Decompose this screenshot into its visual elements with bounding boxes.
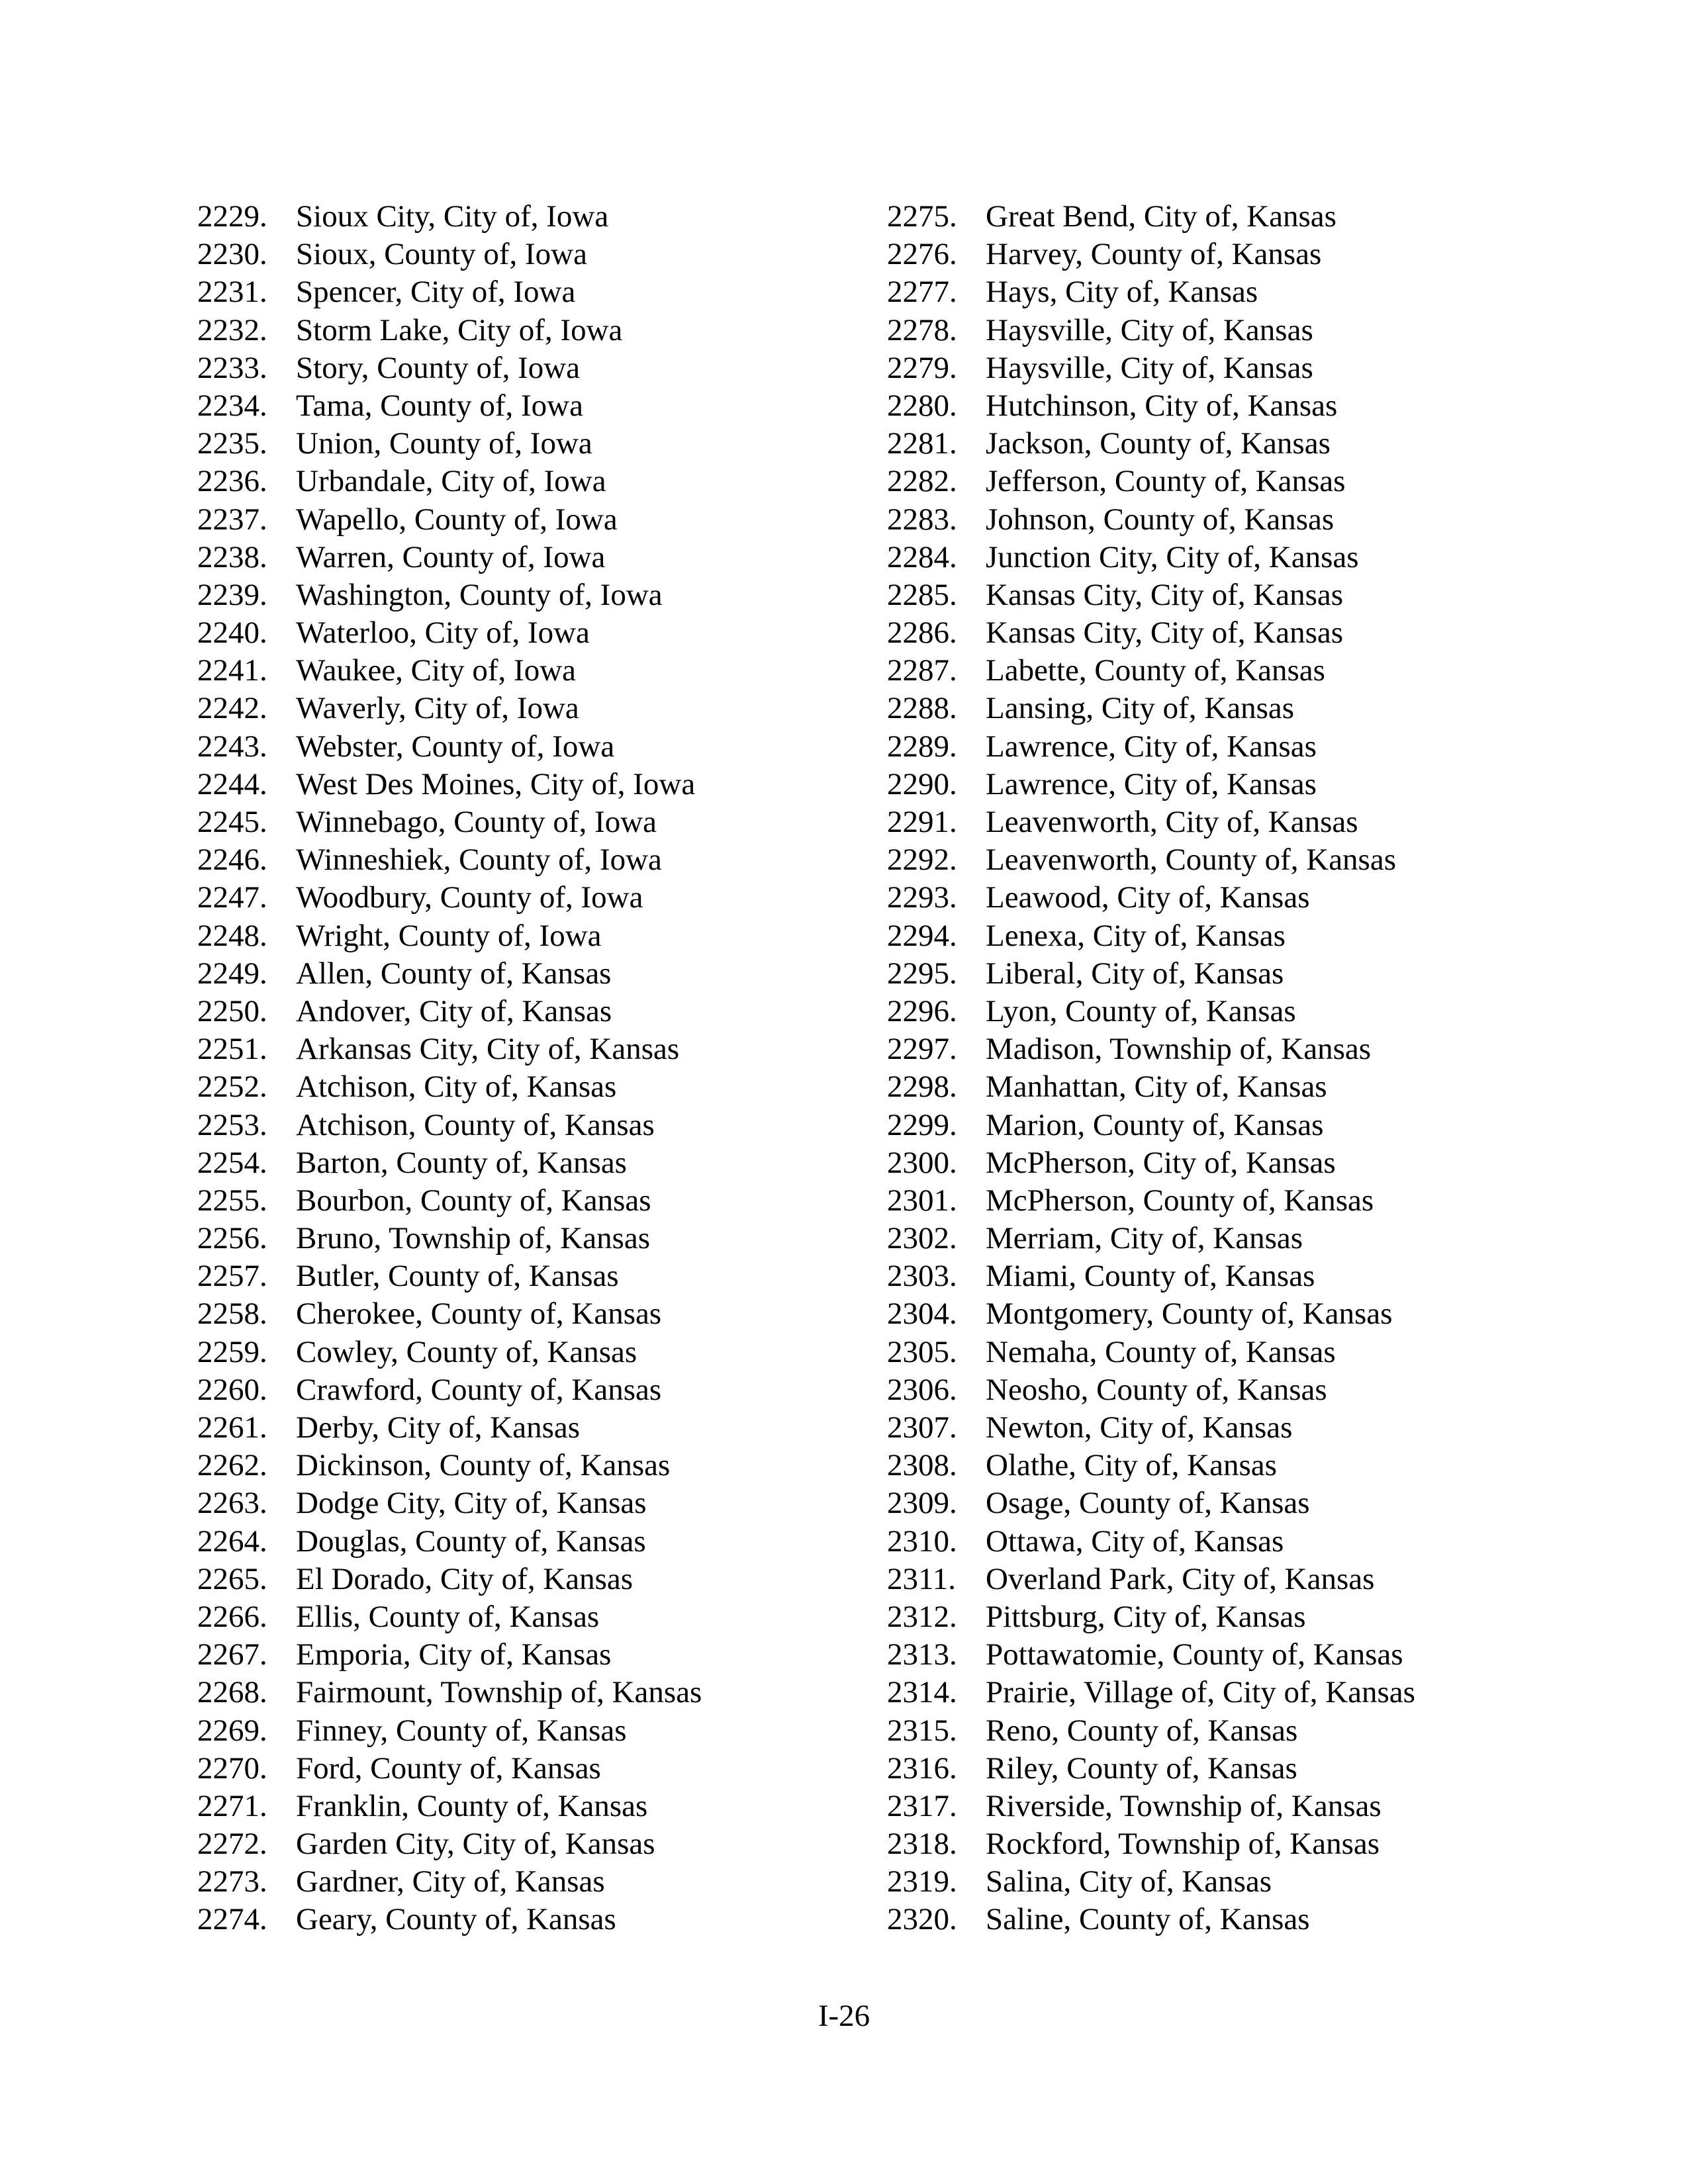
entry-name: Atchison, City of, Kansas	[296, 1069, 617, 1105]
entry-name: McPherson, City of, Kansas	[986, 1145, 1336, 1180]
entry-number: 2270.	[197, 1751, 267, 1786]
list-item	[887, 766, 1549, 803]
list-item	[887, 1144, 1549, 1182]
entry-number: 2298.	[887, 1069, 957, 1105]
list-item	[887, 917, 1549, 955]
entry-number: 2282.	[887, 464, 957, 499]
entry-number: 2252.	[197, 1069, 267, 1105]
entry-name: Newton, City of, Kansas	[986, 1410, 1293, 1445]
list-item	[197, 652, 859, 690]
entry-name: Hays, City of, Kansas	[986, 275, 1258, 310]
entry-number: 2267.	[197, 1637, 267, 1672]
list-item	[197, 349, 859, 387]
entry-name: Webster, County of, Iowa	[296, 729, 615, 764]
list-item	[197, 576, 859, 614]
entry-number: 2239.	[197, 577, 267, 612]
entry-number: 2309.	[887, 1486, 957, 1521]
list-item	[887, 1561, 1549, 1598]
entry-name: Pittsburg, City of, Kansas	[986, 1599, 1306, 1634]
list-item	[887, 1598, 1549, 1636]
entry-name: Cowley, County of, Kansas	[296, 1334, 637, 1369]
entry-number: 2281.	[887, 426, 957, 461]
list-item	[887, 1636, 1549, 1674]
list-item	[887, 198, 1549, 236]
entry-name: Hutchinson, City of, Kansas	[986, 388, 1338, 423]
entry-name: McPherson, County of, Kansas	[986, 1183, 1374, 1218]
list-item	[887, 1825, 1549, 1863]
list-item	[197, 728, 859, 766]
entry-name: Liberal, City of, Kansas	[986, 956, 1284, 991]
list-item	[887, 1334, 1549, 1371]
entry-name: Waverly, City of, Iowa	[296, 691, 579, 726]
entry-number: 2302.	[887, 1221, 957, 1256]
entry-number: 2293.	[887, 880, 957, 915]
entry-name: Winnebago, County of, Iowa	[296, 805, 657, 839]
list-item	[197, 1598, 859, 1636]
entry-name: Pottawatomie, County of, Kansas	[986, 1637, 1403, 1672]
entry-name: Kansas City, City of, Kansas	[986, 615, 1344, 651]
entry-name: Douglas, County of, Kansas	[296, 1524, 646, 1559]
entry-number: 2232.	[197, 312, 267, 347]
entry-name: Ottawa, City of, Kansas	[986, 1524, 1284, 1559]
list-item	[197, 955, 859, 993]
list-item	[197, 879, 859, 917]
entry-number: 2285.	[887, 577, 957, 612]
entry-name: Junction City, City of, Kansas	[986, 539, 1359, 574]
entry-number: 2296.	[887, 993, 957, 1028]
entry-number: 2277.	[887, 275, 957, 310]
entry-name: Reno, County of, Kansas	[986, 1713, 1298, 1748]
list-item	[887, 1257, 1549, 1295]
entry-name: Spencer, City of, Iowa	[296, 275, 576, 310]
entry-name: Lawrence, City of, Kansas	[986, 766, 1317, 801]
entry-name: Wapello, County of, Iowa	[296, 502, 618, 537]
entry-name: Olathe, City of, Kansas	[986, 1448, 1277, 1483]
entry-name: Story, County of, Iowa	[296, 350, 581, 385]
entry-number: 2276.	[887, 237, 957, 272]
entry-number: 2246.	[197, 842, 267, 878]
entry-name: Sioux City, City of, Iowa	[296, 199, 609, 234]
entry-number: 2317.	[887, 1788, 957, 1823]
entry-number: 2262.	[197, 1448, 267, 1483]
entry-number: 2289.	[887, 729, 957, 764]
entry-number: 2235.	[197, 426, 267, 461]
entry-number: 2314.	[887, 1675, 957, 1710]
entry-name: Lenexa, City of, Kansas	[986, 918, 1286, 953]
entry-number: 2240.	[197, 615, 267, 651]
entry-number: 2292.	[887, 842, 957, 878]
entry-name: Andover, City of, Kansas	[296, 993, 612, 1028]
entry-name: Woodbury, County of, Iowa	[296, 880, 643, 915]
entry-number: 2295.	[887, 956, 957, 991]
list-item	[887, 1030, 1549, 1068]
list-item	[887, 539, 1549, 576]
list-item	[197, 236, 859, 273]
entry-number: 2248.	[197, 918, 267, 953]
entry-number: 2307.	[887, 1410, 957, 1445]
entry-number: 2268.	[197, 1675, 267, 1710]
entry-number: 2286.	[887, 615, 957, 651]
entry-number: 2305.	[887, 1334, 957, 1369]
entry-name: Winneshiek, County of, Iowa	[296, 842, 662, 878]
list-item	[887, 1068, 1549, 1106]
entry-name: Franklin, County of, Kansas	[296, 1788, 648, 1823]
entry-number: 2303.	[887, 1259, 957, 1294]
list-item	[197, 1068, 859, 1106]
entry-name: El Dorado, City of, Kansas	[296, 1561, 633, 1596]
entry-name: Madison, Township of, Kansas	[986, 1032, 1372, 1067]
list-item	[197, 993, 859, 1030]
list-item	[197, 614, 859, 652]
entry-number: 2283.	[887, 502, 957, 537]
list-item	[887, 879, 1549, 917]
entry-name: Crawford, County of, Kansas	[296, 1372, 662, 1407]
list-item	[197, 501, 859, 539]
entry-number: 2236.	[197, 464, 267, 499]
entry-number: 2234.	[197, 388, 267, 423]
list-item	[197, 463, 859, 500]
entry-number: 2264.	[197, 1524, 267, 1559]
entry-name: Garden City, City of, Kansas	[296, 1827, 655, 1862]
entry-number: 2271.	[197, 1788, 267, 1823]
list-item	[887, 501, 1549, 539]
entry-name: Bruno, Township of, Kansas	[296, 1221, 651, 1256]
entry-name: Lawrence, City of, Kansas	[986, 729, 1317, 764]
entry-number: 2242.	[197, 691, 267, 726]
entry-number: 2245.	[197, 805, 267, 839]
list-item	[197, 841, 859, 879]
entry-name: Marion, County of, Kansas	[986, 1107, 1324, 1142]
entry-number: 2284.	[887, 539, 957, 574]
entry-number: 2255.	[197, 1183, 267, 1218]
entry-number: 2272.	[197, 1827, 267, 1862]
entry-number: 2251.	[197, 1032, 267, 1067]
entry-name: Nemaha, County of, Kansas	[986, 1334, 1336, 1369]
entry-number: 2297.	[887, 1032, 957, 1067]
entry-number: 2278.	[887, 312, 957, 347]
entry-name: Warren, County of, Iowa	[296, 539, 606, 574]
entry-name: Urbandale, City of, Iowa	[296, 464, 606, 499]
entry-name: Ford, County of, Kansas	[296, 1751, 601, 1786]
entry-name: Cherokee, County of, Kansas	[296, 1297, 662, 1332]
list-item	[197, 1295, 859, 1333]
list-item	[887, 690, 1549, 727]
entry-name: Harvey, County of, Kansas	[986, 237, 1322, 272]
list-item	[887, 1523, 1549, 1561]
entry-number: 2244.	[197, 766, 267, 801]
entry-number: 2287.	[887, 653, 957, 688]
entry-name: Manhattan, City of, Kansas	[986, 1069, 1327, 1105]
list-item	[887, 1484, 1549, 1522]
entry-number: 2238.	[197, 539, 267, 574]
entry-number: 2288.	[887, 691, 957, 726]
entry-name: Ellis, County of, Kansas	[296, 1599, 600, 1634]
entry-name: Labette, County of, Kansas	[986, 653, 1325, 688]
entry-name: Fairmount, Township of, Kansas	[296, 1675, 702, 1710]
entry-name: Dickinson, County of, Kansas	[296, 1448, 671, 1483]
list-item	[887, 236, 1549, 273]
list-item	[197, 1257, 859, 1295]
entry-name: Wright, County of, Iowa	[296, 918, 602, 953]
entry-name: Butler, County of, Kansas	[296, 1259, 619, 1294]
list-item	[887, 993, 1549, 1030]
entry-number: 2319.	[887, 1864, 957, 1899]
entry-name: Finney, County of, Kansas	[296, 1713, 627, 1748]
entry-name: Prairie, Village of, City of, Kansas	[986, 1675, 1415, 1710]
entry-name: Washington, County of, Iowa	[296, 577, 663, 612]
list-item	[197, 1409, 859, 1447]
list-item	[197, 1788, 859, 1825]
entry-name: Overland Park, City of, Kansas	[986, 1561, 1375, 1596]
entry-name: Sioux, County of, Iowa	[296, 237, 587, 272]
entry-number: 2247.	[197, 880, 267, 915]
list-item	[197, 1447, 859, 1484]
entry-number: 2316.	[887, 1751, 957, 1786]
entry-name: Miami, County of, Kansas	[986, 1259, 1315, 1294]
list-item	[197, 1030, 859, 1068]
entry-number: 2280.	[887, 388, 957, 423]
list-item	[887, 803, 1549, 841]
list-item	[197, 690, 859, 727]
entry-name: Derby, City of, Kansas	[296, 1410, 581, 1445]
entry-name: Lansing, City of, Kansas	[986, 691, 1295, 726]
entry-number: 2269.	[197, 1713, 267, 1748]
list-item	[197, 1107, 859, 1144]
entry-number: 2250.	[197, 993, 267, 1028]
list-item	[887, 387, 1549, 425]
list-item	[887, 1371, 1549, 1409]
entry-number: 2243.	[197, 729, 267, 764]
list-item	[197, 1636, 859, 1674]
list-item	[197, 1220, 859, 1257]
entry-name: Jefferson, County of, Kansas	[986, 464, 1346, 499]
entry-name: Haysville, City of, Kansas	[986, 312, 1313, 347]
list-item	[197, 1144, 859, 1182]
entry-name: Johnson, County of, Kansas	[986, 502, 1335, 537]
entry-name: Great Bend, City of, Kansas	[986, 199, 1336, 234]
right-column	[887, 198, 1549, 1939]
entry-name: Rockford, Township of, Kansas	[986, 1827, 1380, 1862]
entry-number: 2313.	[887, 1637, 957, 1672]
list-item	[887, 614, 1549, 652]
list-item	[197, 1334, 859, 1371]
list-item	[197, 539, 859, 576]
entry-number: 2290.	[887, 766, 957, 801]
list-item	[887, 1409, 1549, 1447]
entry-name: Emporia, City of, Kansas	[296, 1637, 612, 1672]
list-item	[197, 766, 859, 803]
list-item	[887, 1901, 1549, 1938]
entry-number: 2304.	[887, 1297, 957, 1332]
entry-name: Riley, County of, Kansas	[986, 1751, 1297, 1786]
list-item	[887, 1788, 1549, 1825]
entry-name: Waukee, City of, Iowa	[296, 653, 576, 688]
entry-number: 2308.	[887, 1448, 957, 1483]
entry-number: 2294.	[887, 918, 957, 953]
entry-number: 2263.	[197, 1486, 267, 1521]
entry-name: Union, County of, Iowa	[296, 426, 592, 461]
list-item	[197, 1750, 859, 1788]
entry-name: Tama, County of, Iowa	[296, 388, 583, 423]
entry-number: 2261.	[197, 1410, 267, 1445]
list-item	[887, 1674, 1549, 1711]
entry-name: Gardner, City of, Kansas	[296, 1864, 605, 1899]
list-item	[887, 1220, 1549, 1257]
page-number: I-26	[818, 1999, 870, 2033]
list-item	[197, 198, 859, 236]
entry-name: Haysville, City of, Kansas	[986, 350, 1313, 385]
entry-number: 2254.	[197, 1145, 267, 1180]
entry-name: Saline, County of, Kansas	[986, 1902, 1310, 1937]
list-item	[197, 425, 859, 463]
list-item	[197, 1901, 859, 1938]
list-item	[887, 652, 1549, 690]
entry-number: 2320.	[887, 1902, 957, 1937]
list-item	[887, 1750, 1549, 1788]
entry-number: 2312.	[887, 1599, 957, 1634]
list-item	[887, 728, 1549, 766]
entry-number: 2275.	[887, 199, 957, 234]
entry-name: Leavenworth, County of, Kansas	[986, 842, 1396, 878]
list-item	[197, 917, 859, 955]
entry-name: Neosho, County of, Kansas	[986, 1372, 1327, 1407]
list-item	[197, 387, 859, 425]
entry-name: Merriam, City of, Kansas	[986, 1221, 1303, 1256]
entry-number: 2306.	[887, 1372, 957, 1407]
list-item	[197, 1863, 859, 1901]
list-item	[197, 1712, 859, 1750]
entry-number: 2318.	[887, 1827, 957, 1862]
entry-number: 2291.	[887, 805, 957, 839]
entry-number: 2257.	[197, 1259, 267, 1294]
entry-name: Geary, County of, Kansas	[296, 1902, 616, 1937]
list-item	[887, 1107, 1549, 1144]
entry-number: 2279.	[887, 350, 957, 385]
entry-name: Montgomery, County of, Kansas	[986, 1297, 1393, 1332]
entry-number: 2299.	[887, 1107, 957, 1142]
list-item	[887, 463, 1549, 500]
list-item	[887, 425, 1549, 463]
entry-number: 2315.	[887, 1713, 957, 1748]
entry-number: 2249.	[197, 956, 267, 991]
entry-number: 2300.	[887, 1145, 957, 1180]
left-column	[197, 198, 859, 1939]
list-item	[887, 1712, 1549, 1750]
entry-number: 2301.	[887, 1183, 957, 1218]
entry-name: Arkansas City, City of, Kansas	[296, 1032, 680, 1067]
entry-number: 2273.	[197, 1864, 267, 1899]
list-item	[197, 1825, 859, 1863]
list-item	[887, 349, 1549, 387]
entry-number: 2229.	[197, 199, 267, 234]
entry-name: West Des Moines, City of, Iowa	[296, 766, 696, 801]
list-item	[887, 1295, 1549, 1333]
entry-number: 2237.	[197, 502, 267, 537]
entry-number: 2230.	[197, 237, 267, 272]
list-item	[197, 803, 859, 841]
entry-number: 2260.	[197, 1372, 267, 1407]
entry-number: 2233.	[197, 350, 267, 385]
list-item	[887, 1182, 1549, 1220]
entry-name: Allen, County of, Kansas	[296, 956, 612, 991]
entry-name: Kansas City, City of, Kansas	[986, 577, 1344, 612]
entry-name: Storm Lake, City of, Iowa	[296, 312, 623, 347]
entry-number: 2265.	[197, 1561, 267, 1596]
entry-name: Salina, City of, Kansas	[986, 1864, 1272, 1899]
entry-number: 2241.	[197, 653, 267, 688]
entry-name: Riverside, Township of, Kansas	[986, 1788, 1382, 1823]
list-item	[887, 1863, 1549, 1901]
entry-name: Lyon, County of, Kansas	[986, 993, 1296, 1028]
entry-number: 2259.	[197, 1334, 267, 1369]
list-item	[887, 273, 1549, 311]
entry-number: 2274.	[197, 1902, 267, 1937]
entry-name: Barton, County of, Kansas	[296, 1145, 627, 1180]
list-item	[197, 312, 859, 349]
list-item	[197, 273, 859, 311]
entry-number: 2310.	[887, 1524, 957, 1559]
list-item	[887, 576, 1549, 614]
entry-name: Dodge City, City of, Kansas	[296, 1486, 647, 1521]
list-item	[197, 1561, 859, 1598]
entry-name: Leavenworth, City of, Kansas	[986, 805, 1358, 839]
list-item	[197, 1182, 859, 1220]
entry-name: Leawood, City of, Kansas	[986, 880, 1310, 915]
entry-number: 2266.	[197, 1599, 267, 1634]
entry-name: Waterloo, City of, Iowa	[296, 615, 590, 651]
entry-name: Osage, County of, Kansas	[986, 1486, 1310, 1521]
entry-number: 2311.	[887, 1561, 957, 1596]
entry-number: 2253.	[197, 1107, 267, 1142]
entry-number: 2258.	[197, 1297, 267, 1332]
entry-name: Atchison, County of, Kansas	[296, 1107, 655, 1142]
list-item	[887, 841, 1549, 879]
entry-name: Jackson, County of, Kansas	[986, 426, 1331, 461]
list-item	[197, 1523, 859, 1561]
entry-number: 2256.	[197, 1221, 267, 1256]
list-item	[197, 1484, 859, 1522]
list-item	[197, 1674, 859, 1711]
list-item	[887, 312, 1549, 349]
list-item	[887, 955, 1549, 993]
list-item	[887, 1447, 1549, 1484]
entry-number: 2231.	[197, 275, 267, 310]
entry-name: Bourbon, County of, Kansas	[296, 1183, 651, 1218]
list-item	[197, 1371, 859, 1409]
